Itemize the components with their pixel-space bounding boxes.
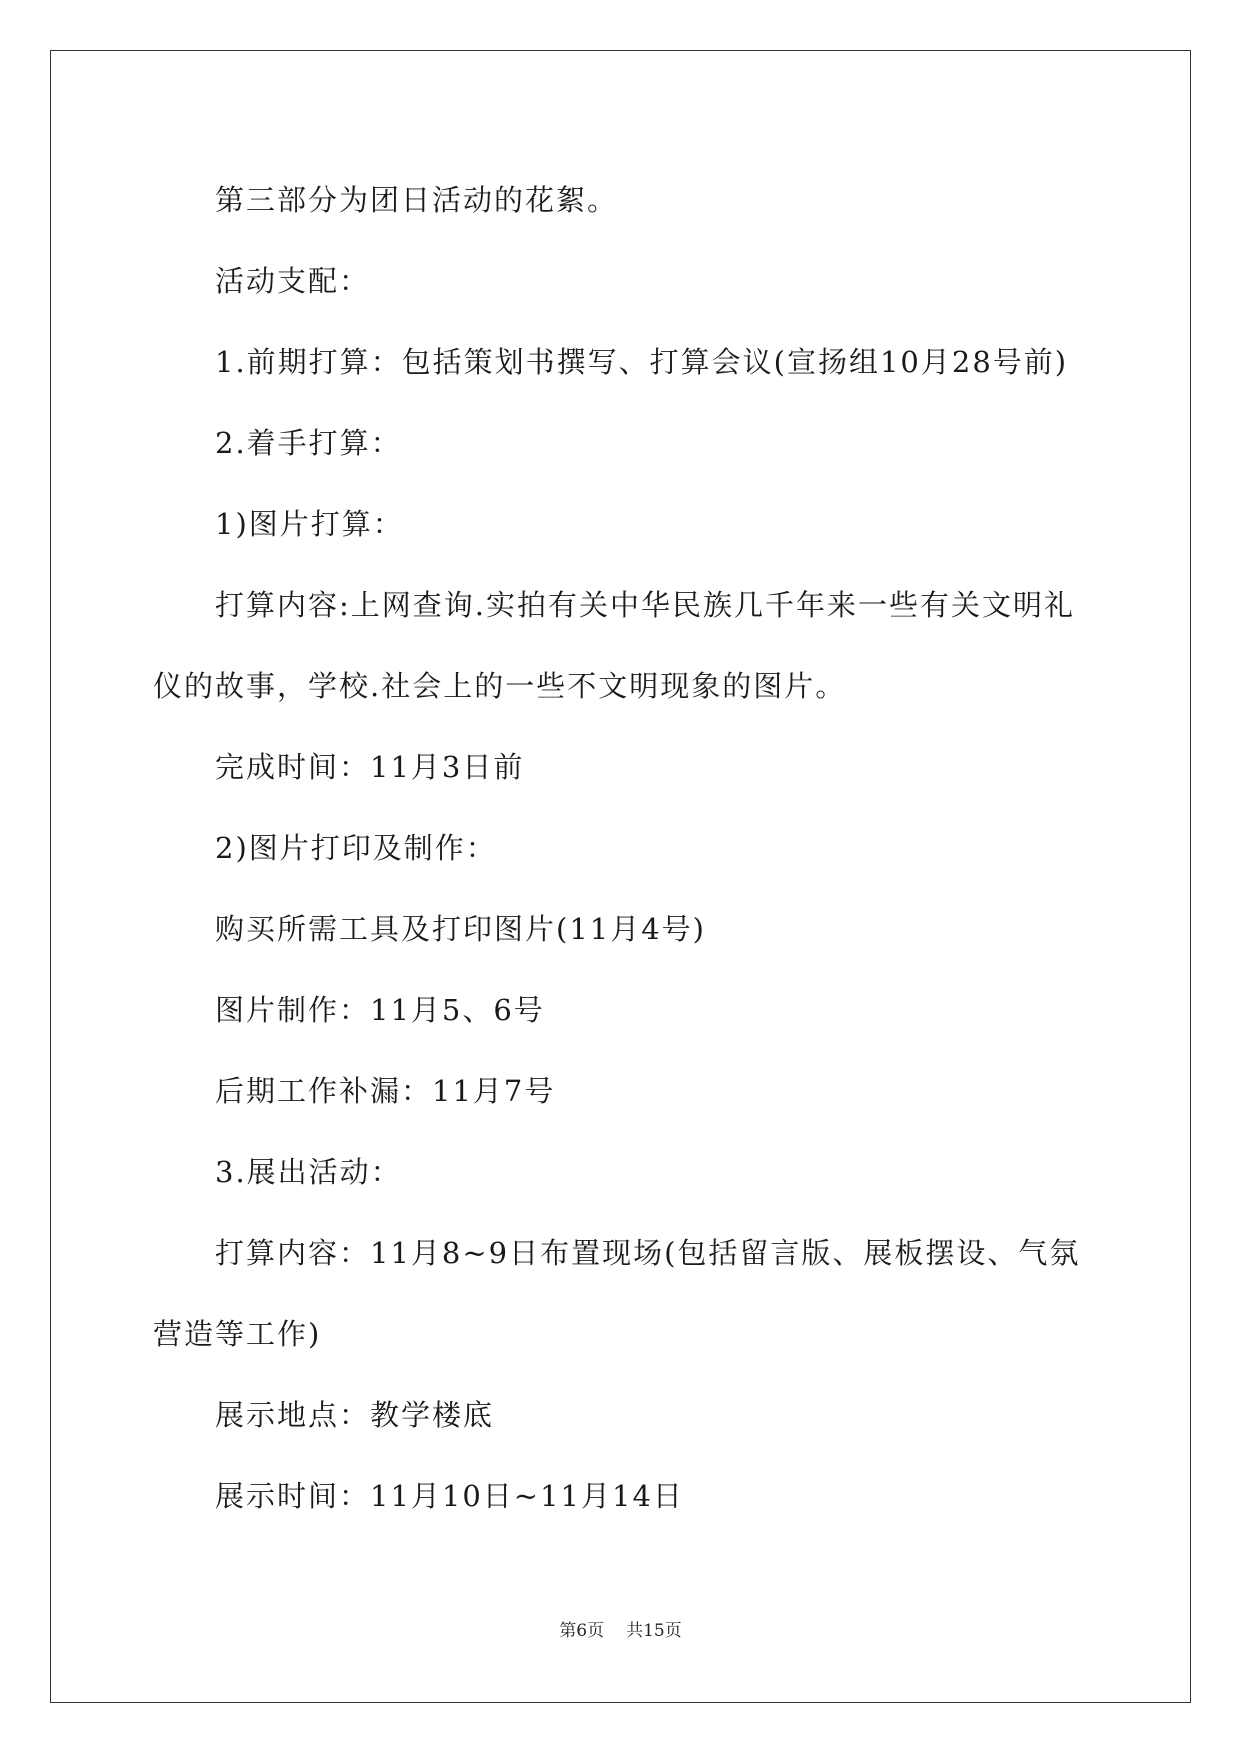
paragraph: 第三部分为团日活动的花絮。 [215, 183, 619, 217]
paragraph: 1)图片打算： [215, 507, 404, 541]
paragraph: 打算内容:上网查询.实拍有关中华民族几千年来一些有关文明礼仪的故事，学校.社会上的一些不文明现象的图片。 [153, 588, 1075, 703]
paragraph: 购买所需工具及打印图片(11月4号) [215, 912, 706, 946]
paragraph: 展示时间：11月10日~11月14日 [215, 1479, 684, 1513]
paragraph: 后期工作补漏：11月7号 [215, 1074, 556, 1108]
document-body [153, 160, 1093, 1537]
paragraph: 2.着手打算： [215, 426, 402, 460]
paragraph: 展示地点：教学楼底 [215, 1398, 495, 1432]
paragraph: 完成时间：11月3日前 [215, 750, 525, 784]
paragraph: 3.展出活动： [215, 1155, 402, 1189]
page-number: 第6页 [559, 1621, 605, 1641]
paragraph: 图片制作：11月5、6号 [215, 993, 545, 1027]
paragraph: 活动支配： [215, 264, 371, 298]
paragraph: 打算内容：11月8~9日布置现场(包括留言版、展板摆设、气氛营造等工作) [153, 1236, 1081, 1351]
page-total: 共15页 [626, 1621, 682, 1641]
paragraph: 2)图片打印及制作： [215, 831, 497, 865]
paragraph: 1.前期打算：包括策划书撰写、打算会议(宣扬组10月28号前) [215, 345, 1069, 379]
page-footer [0, 1616, 1241, 1641]
